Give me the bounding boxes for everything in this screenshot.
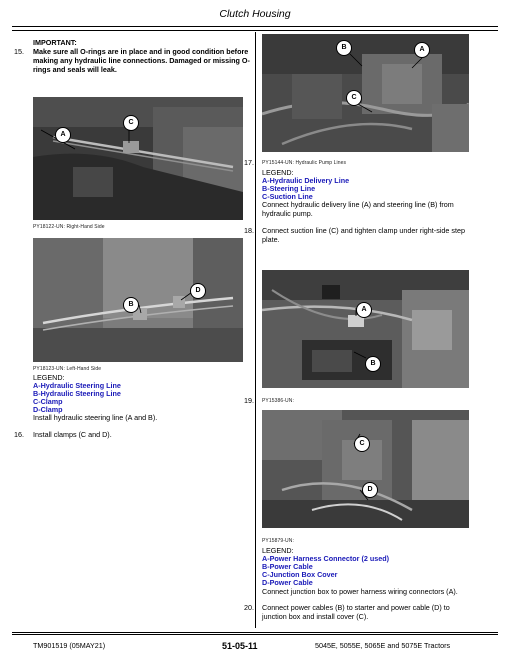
photo-right-hand-side (33, 97, 243, 220)
step-20-number: 20. (244, 603, 254, 612)
legend-item-b: B-Steering Line (262, 184, 316, 193)
photo-starter-image (262, 270, 469, 388)
step-16-number: 16. (14, 430, 24, 439)
page-header-title: Clutch Housing (219, 8, 291, 20)
callout-b: B (336, 40, 352, 56)
photo-left-hand-side-image (33, 238, 243, 362)
callout-a: A (55, 127, 71, 143)
callout-b: B (123, 297, 139, 313)
legend-item-c: C-Clamp (33, 397, 63, 406)
photo-left-hand-side (33, 238, 243, 362)
photo-right-hand-side-image (33, 97, 243, 220)
legend-item-d: D-Clamp (33, 405, 63, 414)
step-15-text: Make sure all O-rings are in place and in good condition before making any hydraulic line connections. Damaged or missing O-rings and seals will leak. (33, 47, 250, 74)
legend-instruction: Install hydraulic steering line (A and B). (33, 413, 158, 422)
legend-title: LEGEND: (262, 168, 294, 177)
footer-rule-2 (12, 634, 498, 635)
step-17-number: 17. (244, 158, 254, 167)
header-rule-2 (12, 30, 498, 31)
callout-d: D (190, 283, 206, 299)
column-divider (255, 32, 256, 628)
step-18-number: 18. (244, 226, 254, 235)
legend-item-a: A-Hydraulic Steering Line (33, 381, 121, 390)
callout-c: C (354, 436, 370, 452)
photo-2-caption: PY18123-UN: Left-Hand Side (33, 366, 102, 372)
legend-item-b: B-Power Cable (262, 562, 313, 571)
footer-models: 5045E, 5055E, 5065E and 5075E Tractors (315, 641, 451, 650)
photo-3-caption: PY15144-UN: Hydraulic Pump Lines (262, 160, 347, 166)
photo-5-caption: PY15879-UN: (262, 538, 294, 544)
header-rule (12, 26, 498, 27)
footer-rule (12, 632, 498, 633)
legend-item-a: A-Power Harness Connector (2 used) (262, 554, 390, 563)
callout-a: A (414, 42, 430, 58)
legend-title: LEGEND: (33, 373, 65, 382)
photo-junction-box (262, 410, 469, 528)
photo-hydraulic-pump-lines (262, 34, 469, 152)
callout-c: C (123, 115, 139, 131)
legend-item-a: A-Hydraulic Delivery Line (262, 176, 350, 185)
legend-item-c: C-Junction Box Cover (262, 570, 338, 579)
photo-5-text: Connect junction box to power harness wiring connectors (A). (262, 587, 458, 596)
footer-page-number: 51-05-11 (222, 641, 258, 651)
step-15-heading: IMPORTANT: (33, 38, 77, 47)
photo-1-caption: PY18122-UN: Right-Hand Side (33, 224, 105, 230)
footer-doc-id: TM901519 (05MAY21) (33, 641, 106, 650)
legend-item-c: C-Suction Line (262, 192, 313, 201)
step-18-text: Connect suction line (C) and tighten clamp under right-side step plate. (262, 226, 465, 244)
callout-d: D (362, 482, 378, 498)
callout-b: B (365, 356, 381, 372)
photo-4-caption: PY15386-UN: (262, 398, 294, 404)
step-19-number: 19. (244, 396, 254, 405)
callout-c: C (346, 90, 362, 106)
step-20-text: Connect power cables (B) to starter and power cable (D) to junction box and install cover (C). (262, 603, 450, 621)
photo-junction-box-image (262, 410, 469, 528)
photo-hydraulic-pump-lines-image (262, 34, 469, 152)
photo-starter (262, 270, 469, 388)
legend-item-b: B-Hydraulic Steering Line (33, 389, 121, 398)
legend-title: LEGEND: (262, 546, 294, 555)
legend-item-d: D-Power Cable (262, 578, 313, 587)
step-16-text: Install clamps (C and D). (33, 430, 112, 439)
step-17-text: Connect hydraulic delivery line (A) and steering line (B) from hydraulic pump. (262, 200, 454, 218)
callout-a: A (356, 302, 372, 318)
step-15-number: 15. (14, 47, 24, 56)
